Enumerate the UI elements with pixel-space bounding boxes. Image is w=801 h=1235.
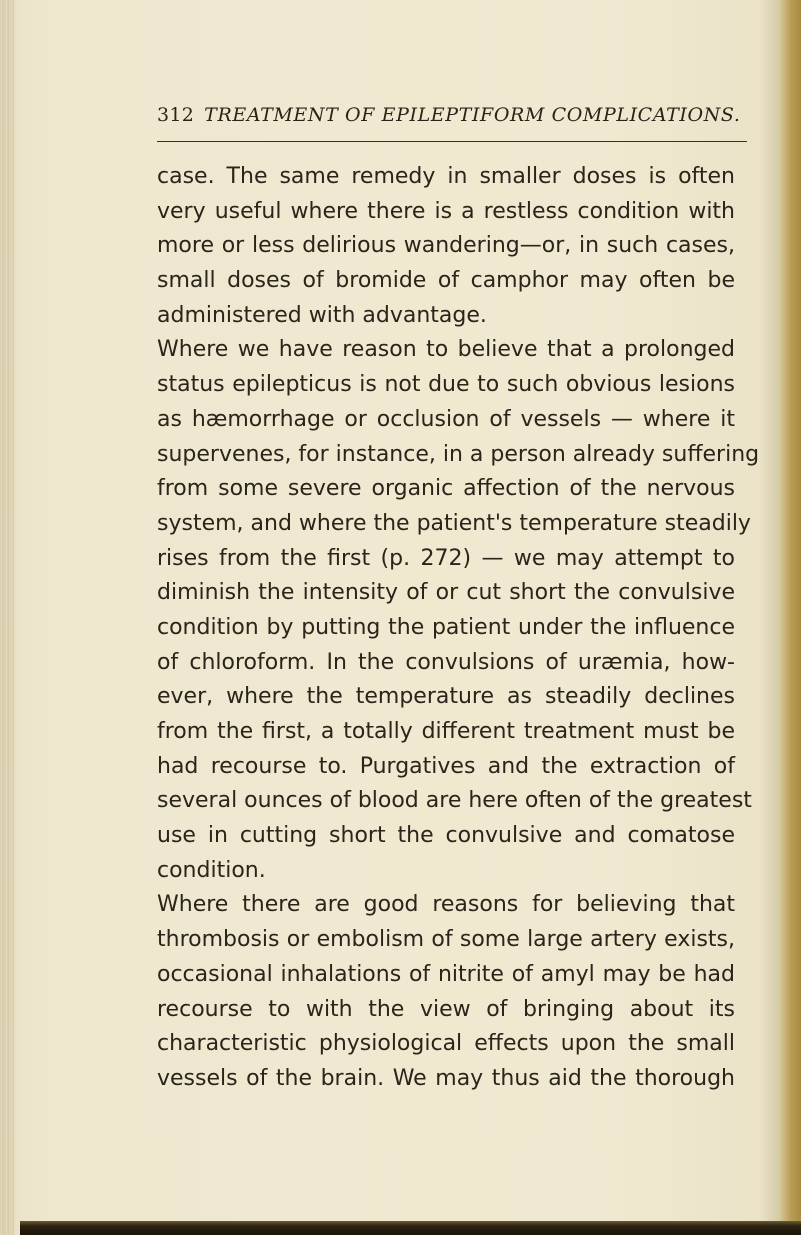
text-line: Where we have reason to believe that a prolonged xyxy=(157,337,735,363)
text-line: of chloroform. In the convulsions of uræmia, how- xyxy=(157,649,735,675)
text-line: diminish the intensity of or cut short the convulsive xyxy=(157,580,735,606)
text-line: rises from the first (p. 272) — we may attempt to xyxy=(157,545,735,571)
text-line: small doses of bromide of camphor may often be xyxy=(157,268,735,294)
text-line: use in cutting short the convulsive and comatose xyxy=(157,823,735,849)
text-line: Where there are good reasons for believing that xyxy=(157,892,735,918)
running-header xyxy=(157,104,747,130)
body-text xyxy=(157,160,760,1097)
text-line: vessels of the brain. We may thus aid the thorough xyxy=(157,1065,735,1091)
running-title: TREATMENT OF EPILEPTIFORM COMPLICATIONS. xyxy=(204,104,741,126)
text-line: system, and where the patient's temperature steadily xyxy=(157,510,751,536)
text-line: condition by putting the patient under the influence xyxy=(157,614,735,640)
text-line: condition. xyxy=(157,857,266,883)
header-rule xyxy=(157,141,747,142)
text-line: as hæmorrhage or occlusion of vessels — where it xyxy=(157,406,735,432)
text-line: had recourse to. Purgatives and the extraction of xyxy=(157,753,735,779)
text-line: supervenes, for instance, in a person already suffering xyxy=(157,441,760,467)
text-line: characteristic physiological effects upon the small xyxy=(157,1031,735,1057)
text-line: ever, where the temperature as steadily declines xyxy=(157,684,735,710)
text-line: occasional inhalations of nitrite of amyl may be had xyxy=(157,961,735,987)
page-bottom-shadow xyxy=(20,1221,801,1235)
page-number: 312 xyxy=(157,104,195,126)
text-line: from the first, a totally different treatment must be xyxy=(157,719,735,744)
text-line: administered with advantage. xyxy=(157,302,487,328)
page-edge xyxy=(779,0,801,1235)
text-line: from some severe organic affection of the nervous xyxy=(157,476,735,502)
text-line: thrombosis or embolism of some large artery exists, xyxy=(157,927,735,953)
text-line: several ounces of blood are here often of the greatest xyxy=(157,788,752,814)
text-line: recourse to with the view of bringing about its xyxy=(157,996,735,1022)
text-line: status epilepticus is not due to such obvious lesions xyxy=(157,372,735,398)
page-gutter xyxy=(0,0,14,1235)
text-line: more or less delirious wandering—or, in such cases, xyxy=(157,233,735,259)
text-line: case. The same remedy in smaller doses is often xyxy=(157,164,735,189)
text-line: very useful where there is a restless condition with xyxy=(157,198,735,224)
